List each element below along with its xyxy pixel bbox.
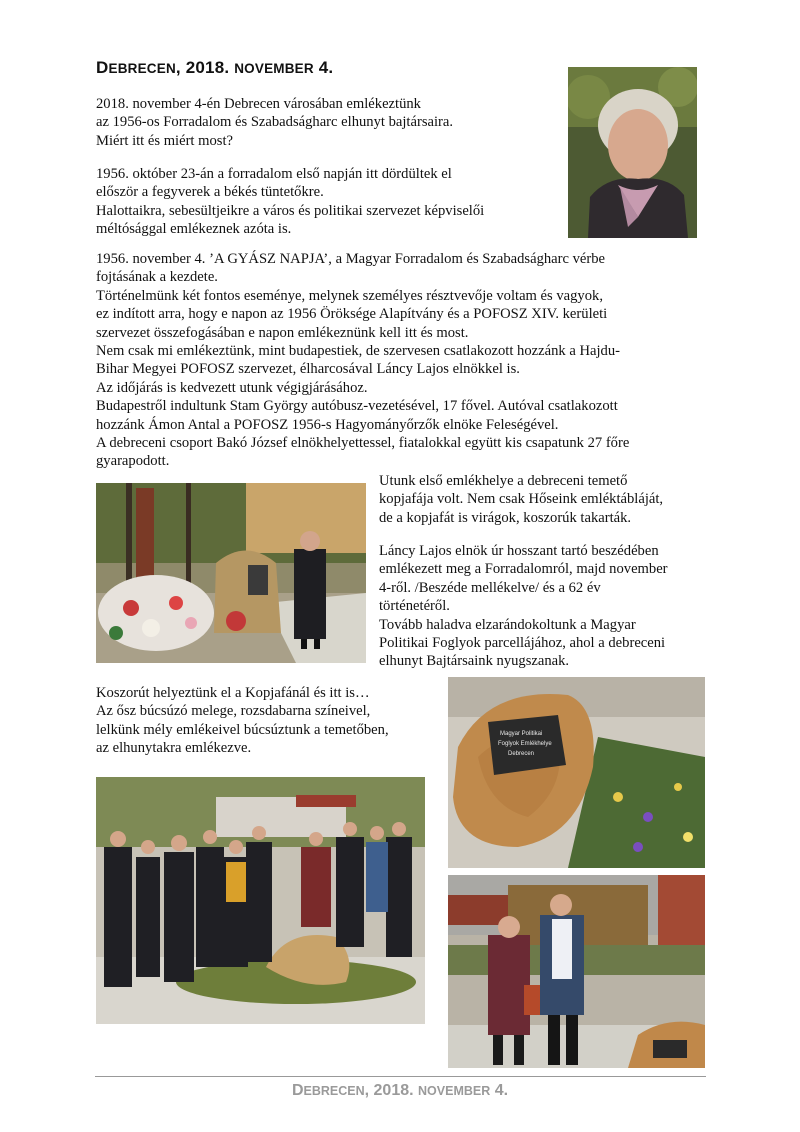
plaque-stone-photo: [448, 677, 705, 868]
portrait-photo: [568, 67, 697, 238]
footer-divider: [95, 1076, 706, 1077]
wreath-paragraph: Koszorút helyeztünk el a Kopjafánál és itt is… Az ősz búcsúzó melege, rozsdabarna színeivel, lelkünk mély emlékeivel búcsúztunk a temetőben, az elhunytakra emlékezve.: [96, 685, 389, 757]
main-paragraph: 1956. november 4. ’A GYÁSZ NAPJA’, a Magyar Forradalom és Szabadságharc vérbe fojtásának a kezdete. Történelmünk két fontos eseménye, melynek személyes résztvevője voltam és vagyok, ez indított arra, hogy e napon az 1956 Öröksége Alapítvány és a POFOSZ XIV. kerületi szervezet összefogásában e napon emlékeznünk kell itt és most. Nem csak mi emlékeztünk, mint budapestiek, de szervesen csatlakozott hozzánk a Hajdu- Bihar Megyei POFOSZ szervezet, élharcosával Láncy Lajos elnökkel is. Az időjárás is kedvezett utunk végigjárásához. Budapestről indultunk Stam György autóbusz-vezetésével, 17 fővel. Autóval csatlakozott hozzánk Ámon Antal a POFOSZ 1956-s Hagyományőrzők elnöke Feleségével. A debreceni csoport Bakó József elnökhelyettessel, fiatalokkal együtt kis csapatunk 27 főre gyarapodott.: [96, 251, 630, 470]
plaque-line-2: Foglyok Emlékhelye: [498, 741, 552, 747]
cemetery-paragraph: Utunk első emlékhelye a debreceni temető kopjafája volt. Nem csak Hőseink emléktábláját, de a kopjafát is virágok, koszorúk takarták.: [379, 473, 664, 526]
page-title: DEBRECEN, 2018. NOVEMBER 4.: [96, 58, 334, 77]
page-footer: DEBRECEN, 2018. NOVEMBER 4.: [291, 1082, 509, 1099]
intro-paragraph: 2018. november 4-én Debrecen városában emlékeztünk az 1956-os Forradalom és Szabadságharc elhunyt bajtársaira. Miért itt és miért most?: [96, 96, 454, 149]
plaque-line-3: Debrecen: [508, 751, 535, 757]
october-paragraph: 1956. október 23-án a forradalom első napján itt dördültek el először a fegyverek a békés tüntetőkre. Halottaikra, sebesültjeikre a város és politikai szervezet képviselői méltósággal emlékeznek azóta is.: [96, 166, 485, 238]
group-photo: [96, 777, 425, 1024]
couple-photo: [448, 875, 705, 1068]
memorial-speech-photo: [96, 483, 366, 663]
plaque-line-1: Magyar Politikai: [500, 731, 543, 737]
speech-paragraph: Láncy Lajos elnök úr hosszant tartó beszédében emlékezett meg a Forradalomról, majd november 4-ről. /Beszéde mellékelve/ és a 62 év történetéről. Tovább haladva elzarándokoltunk a Magyar Politikai Foglyok parcellájához, ahol a debreceni elhunyt Bajtársaink nyugszanak.: [379, 543, 668, 670]
